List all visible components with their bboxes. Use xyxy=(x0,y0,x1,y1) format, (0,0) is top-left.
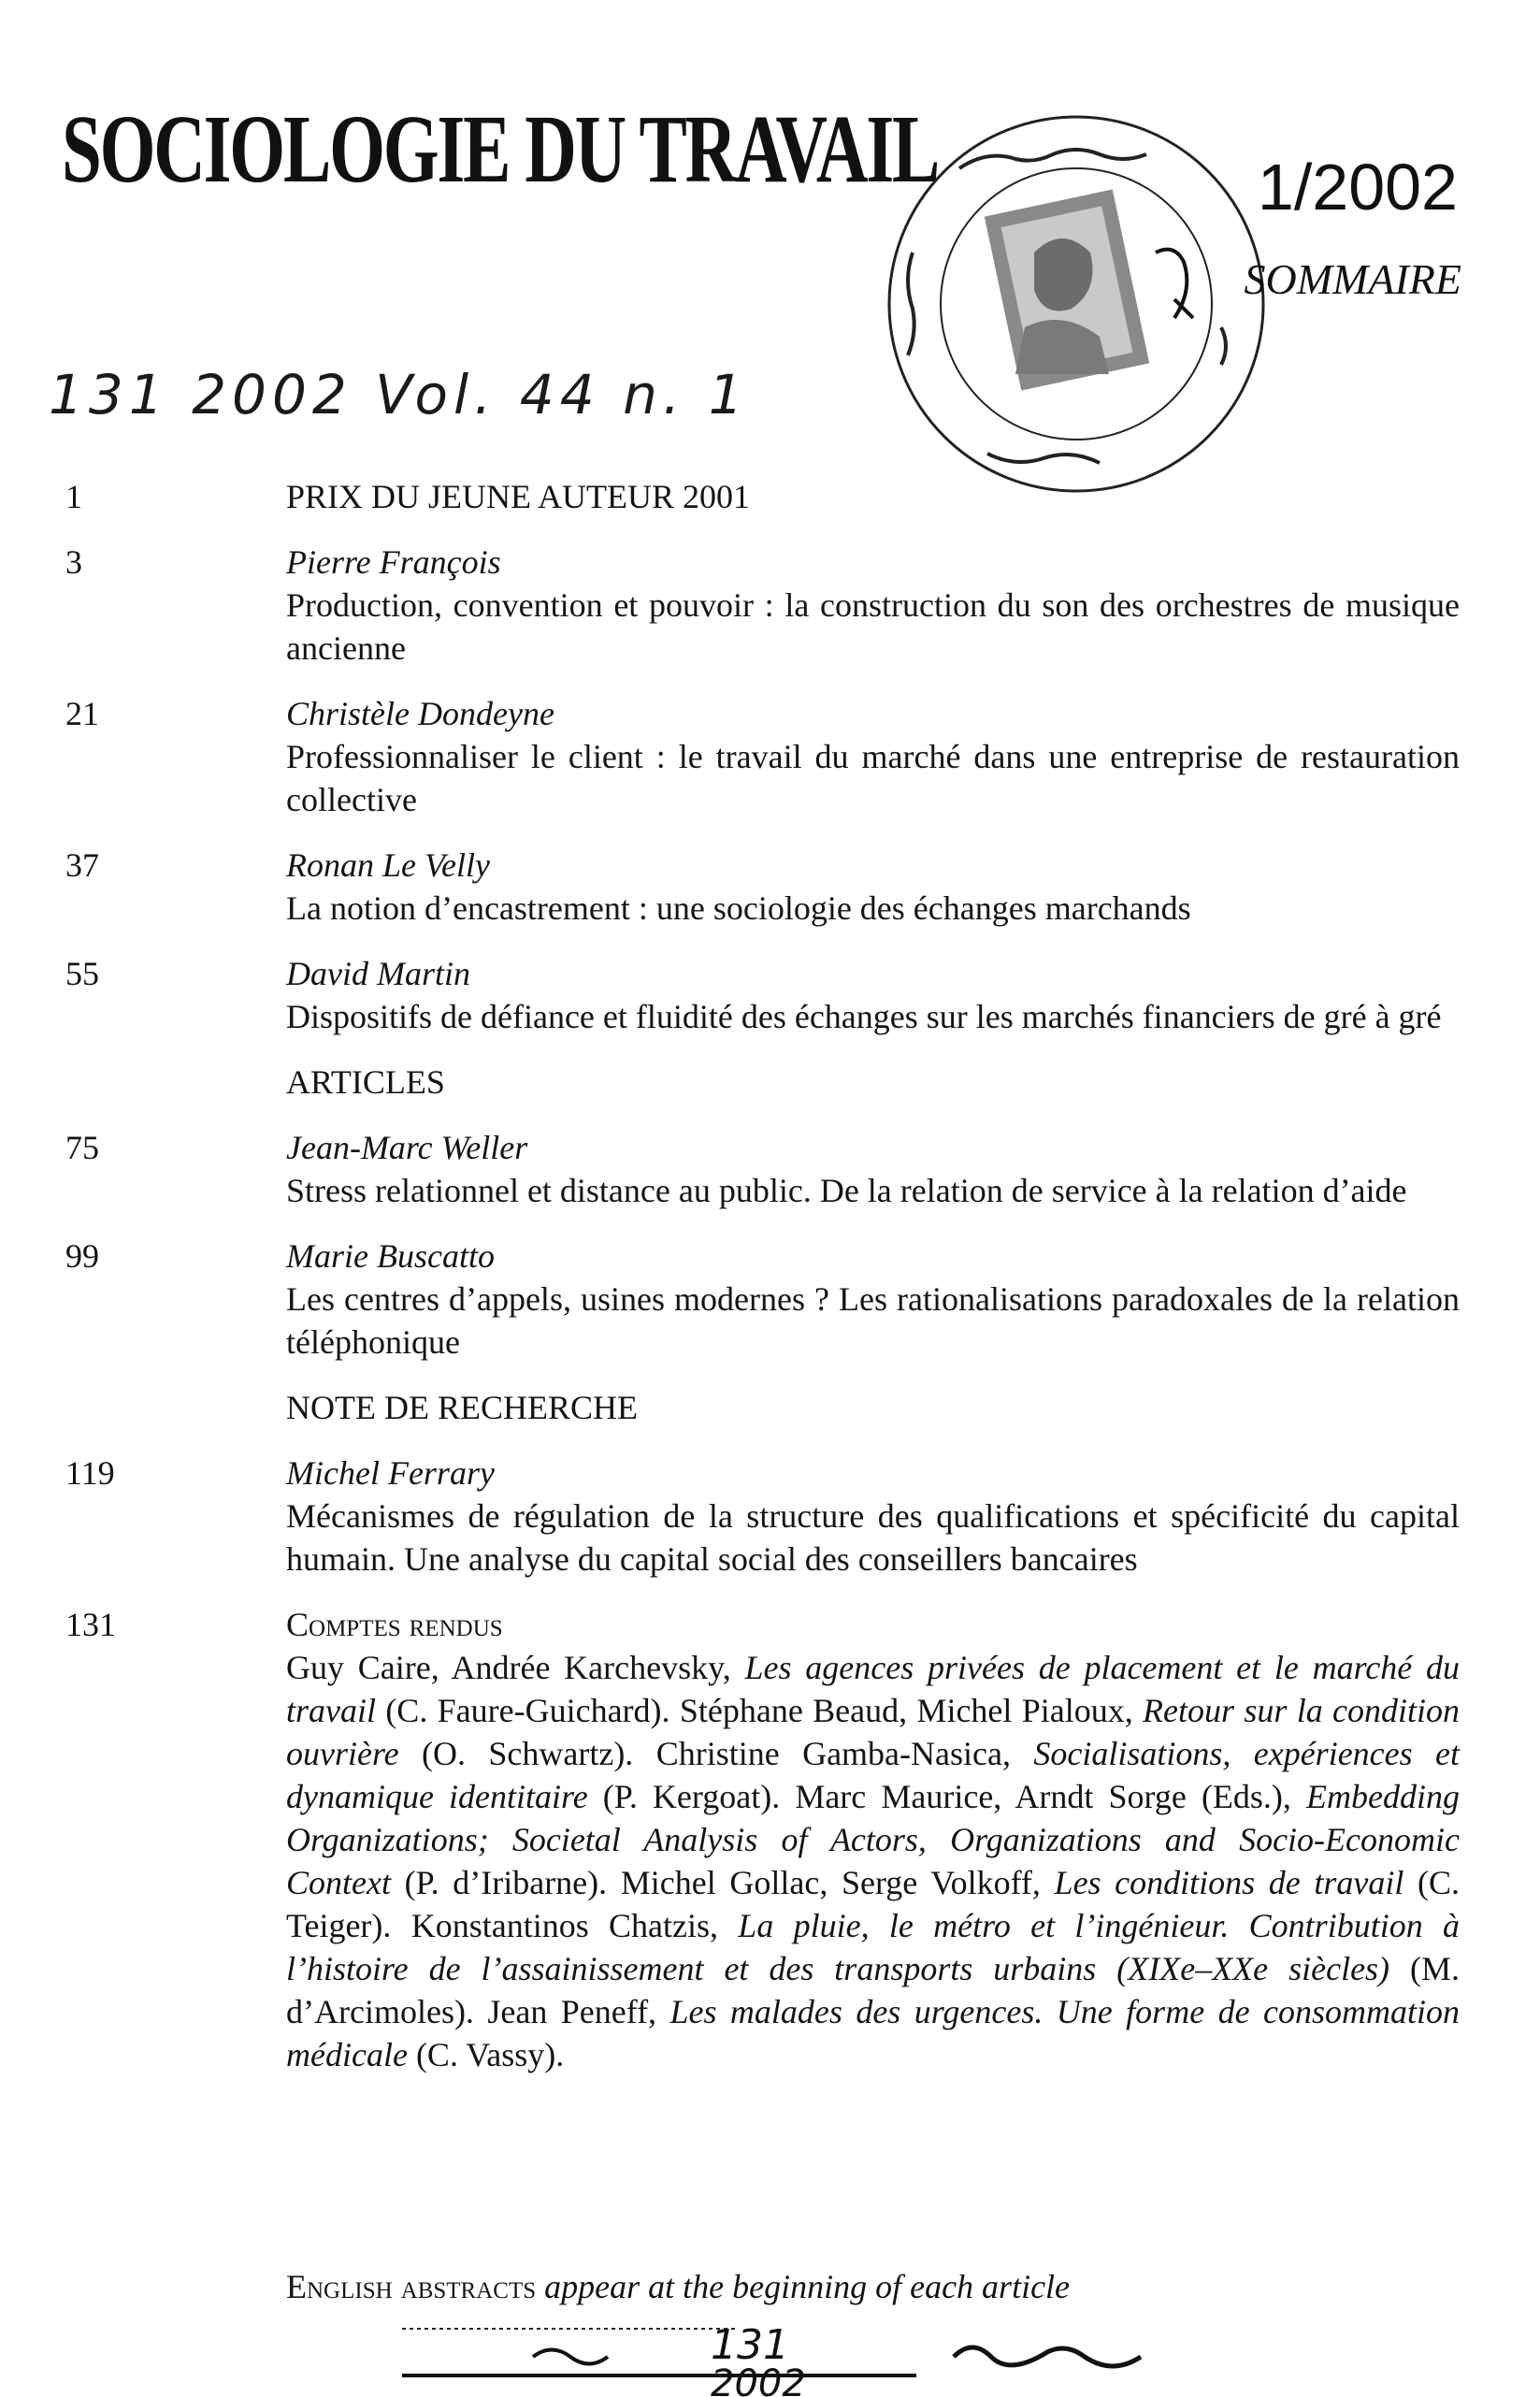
stamp-center-image xyxy=(985,190,1149,391)
articles-heading: ARTICLES xyxy=(286,1063,445,1101)
toc-author: David Martin xyxy=(286,955,470,992)
toc-entry xyxy=(0,692,1540,821)
review-italic: Retour sur la condition ouvrière xyxy=(286,1692,1460,1772)
review-plain: Marc Maurice, Arndt Sorge (Eds.), xyxy=(795,1778,1307,1815)
review-italic: La pluie, le métro et l’ingénieur. Contribution à l’histoire de l’assainissement et des transports urbains (XIXe–XXe siècles) xyxy=(286,1907,1460,1987)
toc-entry xyxy=(0,952,1540,1038)
toc-author: Michel Ferrary xyxy=(286,1454,495,1492)
toc-author: Ronan Le Velly xyxy=(286,846,490,884)
review-after: (P. Kergoat). xyxy=(587,1778,796,1815)
toc-page-number: 99 xyxy=(65,1237,99,1275)
toc-reviews-row xyxy=(0,1603,1540,2076)
toc-title: Production, convention et pouvoir : la construction du son des orchestres de musique ancienne xyxy=(286,586,1460,667)
toc-title: Dispositifs de défiance et fluidité des échanges sur les marchés financiers de gré à gré xyxy=(286,998,1442,1035)
review-plain: Konstantinos Chatzis, xyxy=(410,1907,739,1944)
bottom-handwriting xyxy=(402,2319,1337,2397)
review-plain: Guy Caire, Andrée Karchevsky, xyxy=(286,1649,745,1686)
review-plain: Jean Peneff, xyxy=(487,1993,670,2030)
reviews-heading: Comptes rendus xyxy=(286,1606,503,1643)
review-italic: Les agences privées de placement et le marché du travail xyxy=(286,1649,1460,1729)
toc-title: Les centres d’appels, usines modernes ? Les rationalisations paradoxales de la relation téléphonique xyxy=(286,1280,1460,1361)
toc-page-number: 21 xyxy=(65,695,99,732)
reviews-body xyxy=(286,1646,1460,2076)
toc-author: Christèle Dondeyne xyxy=(286,695,554,732)
english-note-smallcaps: English abstracts xyxy=(286,2268,537,2305)
english-abstracts-note xyxy=(286,2267,1070,2306)
english-note-rest: appear at the beginning of each article xyxy=(536,2268,1071,2305)
journal-title: SOCIOLOGIE DU TRAVAIL xyxy=(62,95,939,203)
toc-page-number: 75 xyxy=(65,1129,99,1166)
issue-number: 1/2002 xyxy=(1257,151,1458,224)
review-plain: Stéphane Beaud, Michel Pialoux, xyxy=(679,1692,1144,1729)
library-stamp xyxy=(847,112,1287,505)
toc-page-number: 55 xyxy=(65,955,99,992)
toc-entry xyxy=(0,844,1540,930)
toc-title: Mécanismes de régulation de la structure des qualifications et spécificité du capital humain. Une analyse du capital social des conseillers bancaires xyxy=(286,1497,1460,1578)
sommaire-heading: SOMMAIRE xyxy=(1244,255,1461,303)
toc-prize-row xyxy=(0,475,1540,518)
review-italic: Embedding Organizations; Societal Analysis of Actors, Organizations and Socio-Economic Context xyxy=(286,1778,1460,1901)
toc-author: Pierre François xyxy=(286,543,501,581)
review-after: (O. Schwartz). xyxy=(398,1735,656,1772)
handwritten-call-number: 131 2002 Vol. 44 n. 1 xyxy=(49,363,749,426)
toc-page-number: 119 xyxy=(65,1454,115,1492)
bottom-hand-line2: 2002 xyxy=(711,2362,806,2397)
toc-author: Jean-Marc Weller xyxy=(286,1129,528,1166)
toc-author: Marie Buscatto xyxy=(286,1237,495,1275)
review-plain: Michel Gollac, Serge Volkoff, xyxy=(620,1864,1055,1901)
toc-title: Stress relationnel et distance au public. De la relation de service à la relation d’aide xyxy=(286,1172,1407,1209)
review-after: (C. Vassy). xyxy=(407,2036,565,2073)
toc-entry xyxy=(0,1126,1540,1212)
stamp-handwritten-mark xyxy=(1156,250,1193,318)
review-after: (C. Faure-Guichard). xyxy=(376,1692,680,1729)
toc-entry xyxy=(0,1451,1540,1581)
toc-entry xyxy=(0,541,1540,670)
toc-page-number: 3 xyxy=(65,543,82,581)
review-after: (C. Teiger). xyxy=(286,1864,1461,1944)
table-of-contents xyxy=(0,475,1540,2099)
review-italic: Socialisations, expériences et dynamique identitaire xyxy=(286,1735,1461,1815)
review-after: (P. d’Iribarne). xyxy=(390,1864,621,1901)
research-note-heading: NOTE DE RECHERCHE xyxy=(286,1389,638,1426)
toc-title: La notion d’encastrement : une sociologie des échanges marchands xyxy=(286,889,1191,927)
toc-section-label: PRIX DU JEUNE AUTEUR 2001 xyxy=(286,478,751,515)
review-italic: Les malades des urgences. Une forme de consommation médicale xyxy=(286,1993,1460,2073)
toc-page-number: 131 xyxy=(65,1606,116,1643)
toc-page-number: 1 xyxy=(65,478,82,515)
bottom-hand-line1: 131 xyxy=(711,2321,789,2369)
toc-entry xyxy=(0,1235,1540,1364)
toc-page-number: 37 xyxy=(65,846,99,884)
toc-title: Professionnaliser le client : le travail du marché dans une entreprise de restauration collective xyxy=(286,738,1460,818)
review-italic: Les conditions de travail xyxy=(1054,1864,1404,1901)
review-after: (M. d’Arcimoles). xyxy=(286,1950,1460,2030)
review-plain: Christine Gamba-Nasica, xyxy=(655,1735,1034,1772)
